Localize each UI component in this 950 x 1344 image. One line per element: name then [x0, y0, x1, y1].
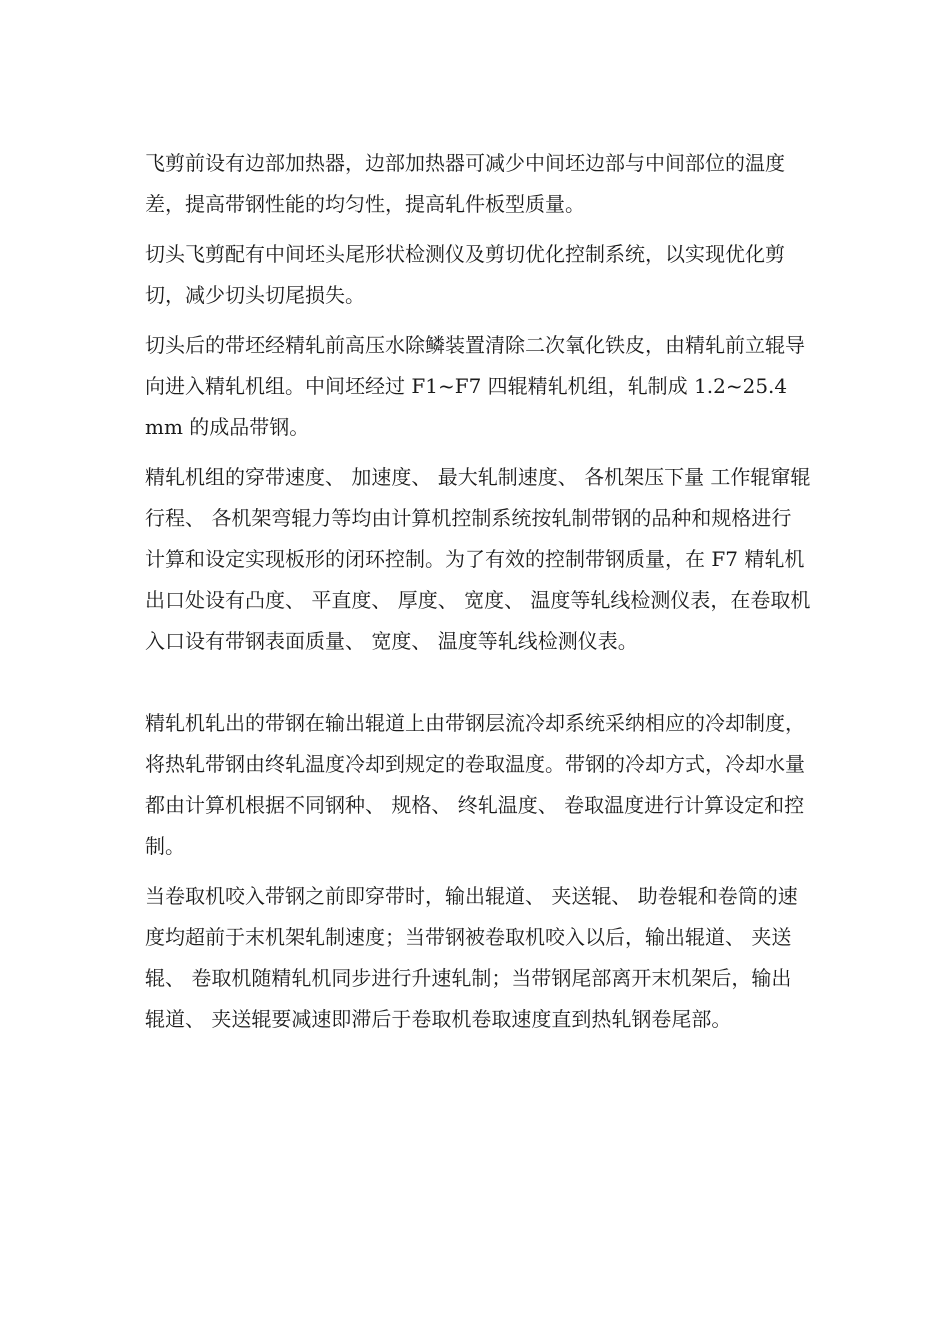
paragraph-coiler-speed: 当卷取机咬入带钢之前即穿带时，输出辊道、 夹送辊、 助卷辊和卷筒的速度均超前于末机架轧制速度；当带钢被卷取机咬入以后，输出辊道、 夹送辊、 卷取机随精轧机同步进行升速轧制；当带钢尾部离开末机架后，输出辊道、 夹送辊要减速即滞后于卷取机卷取速度直到热轧钢卷尾部。 [145, 884, 798, 1031]
document-body [145, 143, 811, 1040]
paragraph-descaling: 切头后的带坯经精轧前高压水除鳞装置清除二次氧化铁皮，由精轧前立辊导向进入精轧机组。中间坯经过 F1~F7 四辊精轧机组，轧制成 1.2~25.4 mm 的成品带钢。 [145, 333, 805, 439]
paragraph-edge-heater: 飞剪前设有边部加热器，边部加热器可减少中间坯边部与中间部位的温度差，提高带钢性能的均匀性，提高轧件板型质量。 [145, 151, 785, 216]
paragraph-laminar-cooling: 精轧机轧出的带钢在输出辊道上由带钢层流冷却系统采纳相应的冷却制度，将热轧带钢由终轧温度冷却到规定的卷取温度。带钢的冷却方式，冷却水量都由计算机根据不同钢种、 规格、 终轧温度、 卷取温度进行计算设定和控制。 [145, 711, 805, 858]
paragraph-finishing-mill-control: 精轧机组的穿带速度、 加速度、 最大轧制速度、 各机架压下量 工作辊窜辊行程、 各机架弯辊力等均由计算机控制系统按轧制带钢的品种和规格进行计算和设定实现板形的闭环控制。为了有效的控制带钢质量，在 F7 精轧机出口处设有凸度、 平直度、 厚度、 宽度、 温度等轧线检测仪表，在卷取机入口设有带钢表面质量、 宽度、 温度等轧线检测仪表。 [145, 465, 811, 653]
paragraph-flying-shear: 切头飞剪配有中间坯头尾形状检测仪及剪切优化控制系统，以实现优化剪切，减少切头切尾损失。 [145, 242, 785, 307]
